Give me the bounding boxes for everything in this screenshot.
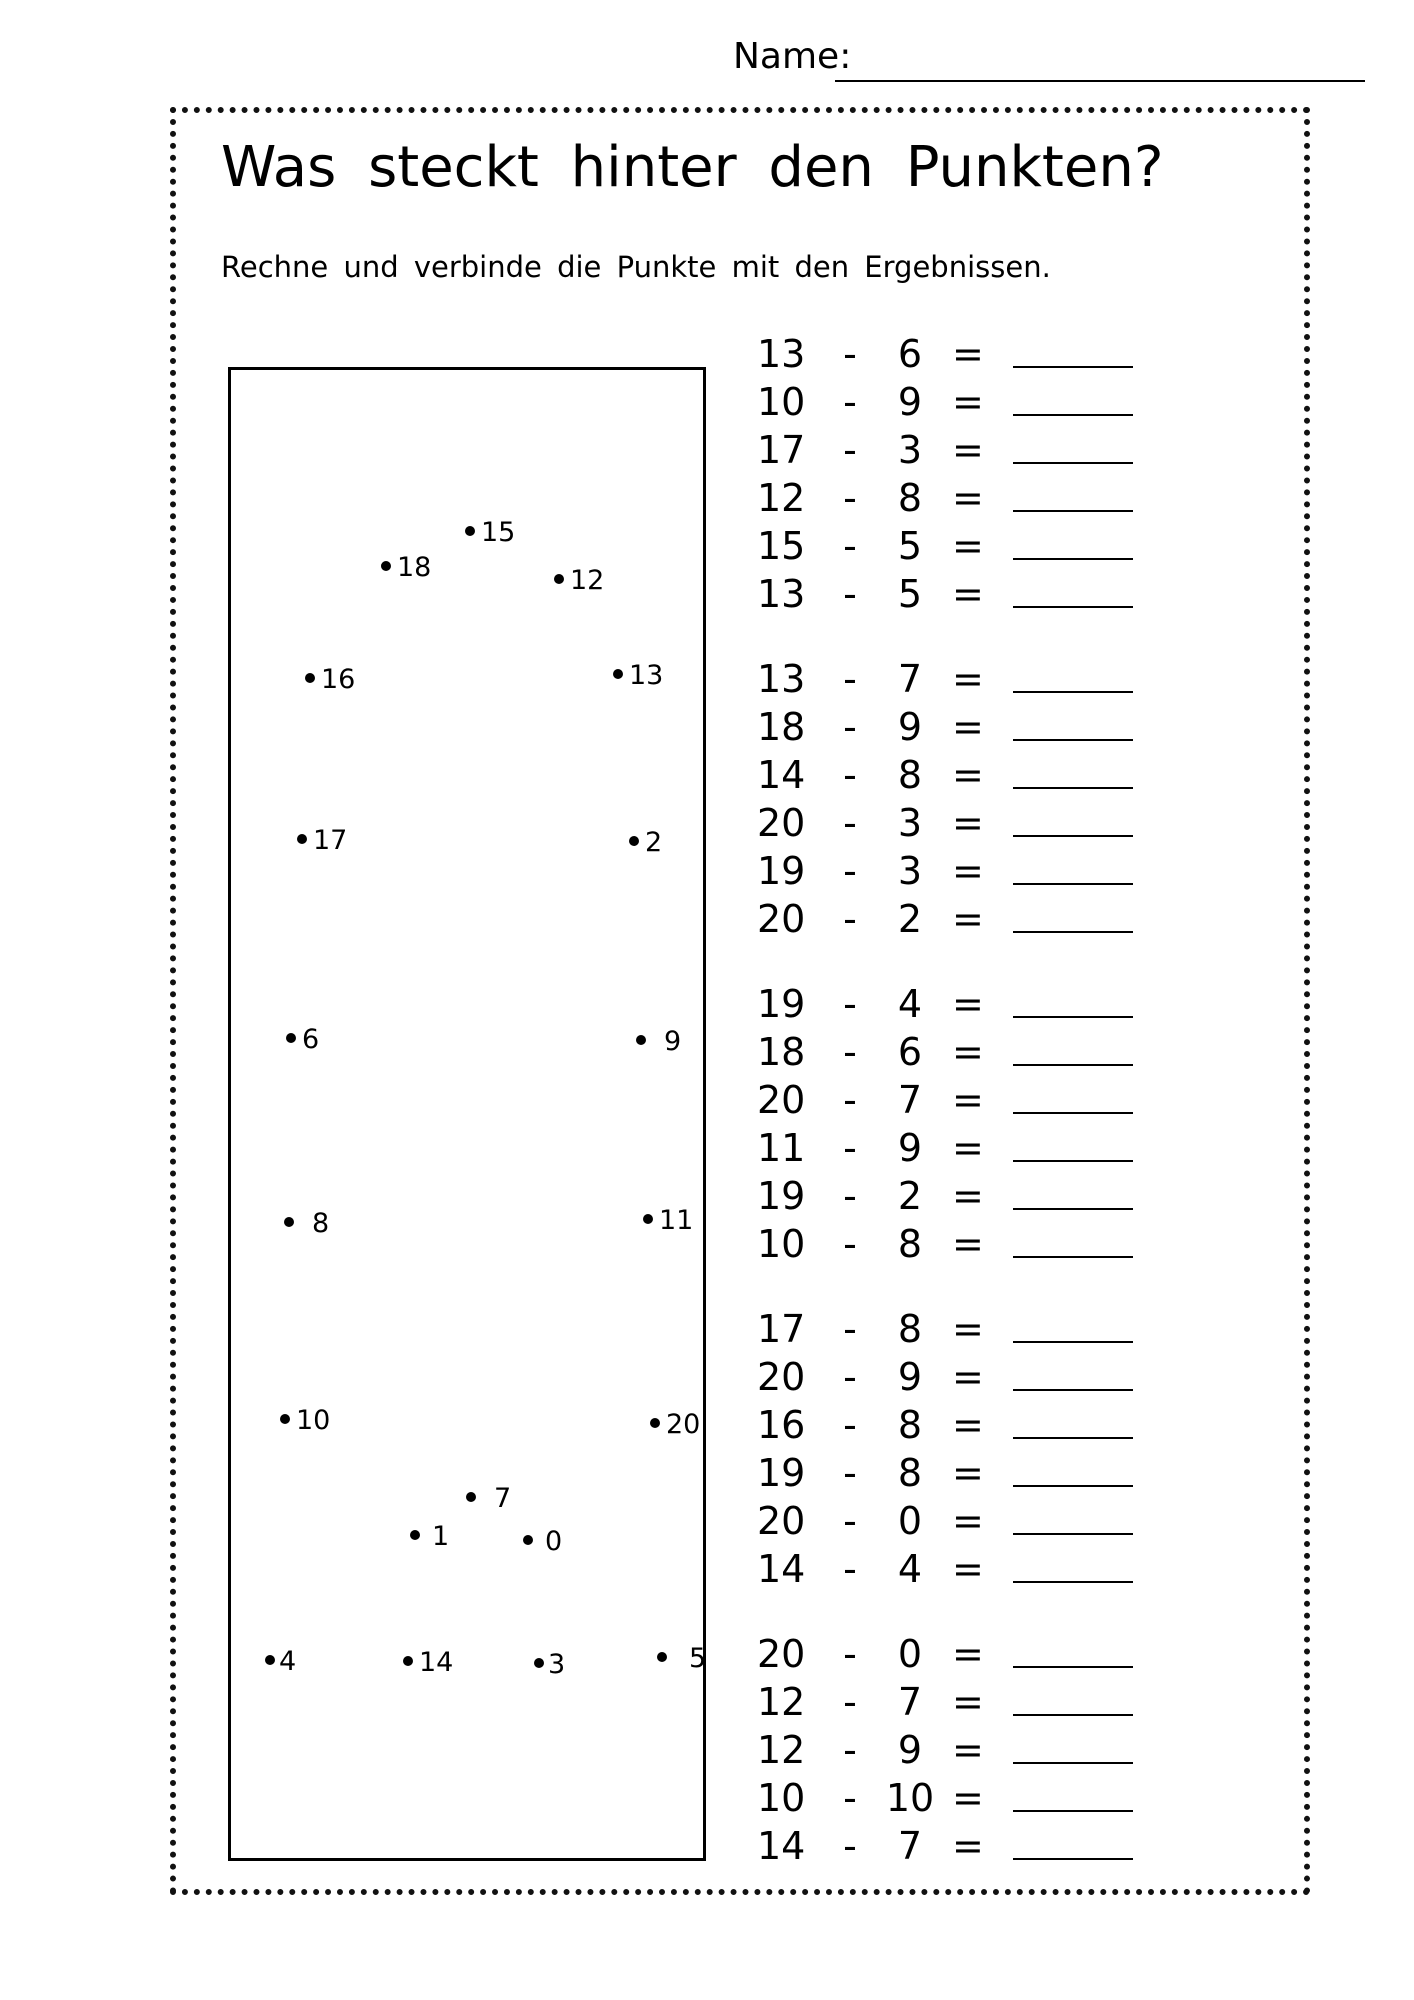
minus-sign: -	[843, 705, 857, 749]
dot[interactable]	[381, 561, 391, 571]
operand-b: 4	[897, 1547, 923, 1591]
operand-a: 10	[757, 380, 806, 424]
answer-blank[interactable]	[1013, 1389, 1133, 1391]
dot[interactable]	[534, 1658, 544, 1668]
operand-b: 5	[897, 524, 923, 568]
dot[interactable]	[554, 574, 564, 584]
operand-a: 11	[757, 1126, 806, 1170]
dot[interactable]	[297, 834, 307, 844]
operand-b: 8	[897, 1307, 923, 1351]
operand-b: 9	[897, 1728, 923, 1772]
operand-b: 9	[897, 380, 923, 424]
dot-label: 12	[570, 565, 605, 596]
equals-sign: =	[952, 1680, 984, 1724]
operand-a: 12	[757, 476, 806, 520]
equals-sign: =	[952, 332, 984, 376]
name-label: Name:	[733, 36, 852, 77]
answer-blank[interactable]	[1013, 606, 1133, 608]
operand-a: 18	[757, 1030, 806, 1074]
answer-blank[interactable]	[1013, 1858, 1133, 1860]
operand-b: 7	[897, 657, 923, 701]
minus-sign: -	[843, 849, 857, 893]
minus-sign: -	[843, 1451, 857, 1495]
dot-label: 4	[279, 1646, 297, 1677]
operand-a: 15	[757, 524, 806, 568]
minus-sign: -	[843, 657, 857, 701]
answer-blank[interactable]	[1013, 1160, 1133, 1162]
dot-to-dot-area	[228, 367, 706, 1861]
dot-label: 3	[548, 1649, 566, 1680]
operand-a: 20	[757, 1355, 806, 1399]
worksheet-instruction: Rechne und verbinde die Punkte mit den Ergebnissen.	[221, 250, 1051, 284]
equals-sign: =	[952, 982, 984, 1026]
minus-sign: -	[843, 1174, 857, 1218]
minus-sign: -	[843, 897, 857, 941]
operand-b: 9	[897, 1126, 923, 1170]
dot[interactable]	[613, 669, 623, 679]
operand-b: 6	[897, 332, 923, 376]
answer-blank[interactable]	[1013, 366, 1133, 368]
answer-blank[interactable]	[1013, 1064, 1133, 1066]
answer-blank[interactable]	[1013, 1208, 1133, 1210]
operand-a: 16	[757, 1403, 806, 1447]
dot-label: 2	[645, 827, 663, 858]
minus-sign: -	[843, 1632, 857, 1676]
dot[interactable]	[629, 836, 639, 846]
dot[interactable]	[465, 526, 475, 536]
operand-a: 12	[757, 1680, 806, 1724]
minus-sign: -	[843, 1126, 857, 1170]
equals-sign: =	[952, 897, 984, 941]
operand-b: 0	[897, 1499, 923, 1543]
equals-sign: =	[952, 1824, 984, 1868]
operand-a: 12	[757, 1728, 806, 1772]
dot-label: 11	[659, 1205, 694, 1236]
equals-sign: =	[952, 476, 984, 520]
name-field[interactable]	[835, 80, 1365, 82]
dot-label: 20	[666, 1409, 701, 1440]
equals-sign: =	[952, 1403, 984, 1447]
dot[interactable]	[523, 1535, 533, 1545]
answer-blank[interactable]	[1013, 691, 1133, 693]
equals-sign: =	[952, 1632, 984, 1676]
operand-b: 7	[897, 1824, 923, 1868]
dot[interactable]	[410, 1530, 420, 1540]
answer-blank[interactable]	[1013, 1666, 1133, 1668]
operand-a: 19	[757, 1451, 806, 1495]
minus-sign: -	[843, 753, 857, 797]
equals-sign: =	[952, 1307, 984, 1351]
operand-b: 3	[897, 849, 923, 893]
operand-a: 20	[757, 801, 806, 845]
operand-a: 14	[757, 1824, 806, 1868]
operand-a: 10	[757, 1776, 806, 1820]
dot[interactable]	[466, 1492, 476, 1502]
dot[interactable]	[636, 1035, 646, 1045]
dot-label: 17	[313, 825, 348, 856]
dot[interactable]	[286, 1033, 296, 1043]
minus-sign: -	[843, 801, 857, 845]
answer-blank[interactable]	[1013, 1341, 1133, 1343]
dot-label: 5	[689, 1643, 707, 1674]
equals-sign: =	[952, 1126, 984, 1170]
minus-sign: -	[843, 380, 857, 424]
operand-a: 17	[757, 428, 806, 472]
operand-a: 20	[757, 897, 806, 941]
dot[interactable]	[403, 1656, 413, 1666]
dot[interactable]	[657, 1652, 667, 1662]
equals-sign: =	[952, 705, 984, 749]
operand-a: 14	[757, 1547, 806, 1591]
answer-blank[interactable]	[1013, 1485, 1133, 1487]
equals-sign: =	[952, 801, 984, 845]
minus-sign: -	[843, 1355, 857, 1399]
answer-blank[interactable]	[1013, 510, 1133, 512]
answer-blank[interactable]	[1013, 1762, 1133, 1764]
operand-b: 9	[897, 705, 923, 749]
equals-sign: =	[952, 428, 984, 472]
operand-b: 8	[897, 753, 923, 797]
equals-sign: =	[952, 657, 984, 701]
operand-b: 3	[897, 801, 923, 845]
minus-sign: -	[843, 1403, 857, 1447]
operand-a: 20	[757, 1078, 806, 1122]
answer-blank[interactable]	[1013, 1714, 1133, 1716]
operand-a: 20	[757, 1499, 806, 1543]
dot-label: 18	[397, 552, 432, 583]
operand-a: 19	[757, 982, 806, 1026]
operand-b: 8	[897, 476, 923, 520]
dot-label: 7	[494, 1483, 512, 1514]
dot[interactable]	[280, 1414, 290, 1424]
dot[interactable]	[284, 1217, 294, 1227]
operand-b: 0	[897, 1632, 923, 1676]
dot-label: 9	[664, 1026, 682, 1057]
operand-b: 5	[897, 572, 923, 616]
minus-sign: -	[843, 332, 857, 376]
equals-sign: =	[952, 1222, 984, 1266]
minus-sign: -	[843, 1680, 857, 1724]
dot[interactable]	[650, 1418, 660, 1428]
minus-sign: -	[843, 1547, 857, 1591]
operand-b: 4	[897, 982, 923, 1026]
answer-blank[interactable]	[1013, 1016, 1133, 1018]
answer-blank[interactable]	[1013, 1256, 1133, 1258]
answer-blank[interactable]	[1013, 1810, 1133, 1812]
operand-a: 19	[757, 1174, 806, 1218]
equals-sign: =	[952, 1776, 984, 1820]
answer-blank[interactable]	[1013, 1112, 1133, 1114]
operand-b: 9	[897, 1355, 923, 1399]
minus-sign: -	[843, 524, 857, 568]
minus-sign: -	[843, 428, 857, 472]
operand-b: 10	[885, 1776, 935, 1820]
operand-a: 14	[757, 753, 806, 797]
equals-sign: =	[952, 1728, 984, 1772]
answer-blank[interactable]	[1013, 739, 1133, 741]
operand-b: 8	[897, 1222, 923, 1266]
answer-blank[interactable]	[1013, 462, 1133, 464]
operand-a: 10	[757, 1222, 806, 1266]
dot-label: 1	[432, 1521, 450, 1552]
answer-blank[interactable]	[1013, 414, 1133, 416]
worksheet-title: Was steckt hinter den Punkten?	[221, 135, 1164, 200]
equals-sign: =	[952, 849, 984, 893]
operand-a: 13	[757, 657, 806, 701]
equals-sign: =	[952, 1078, 984, 1122]
answer-blank[interactable]	[1013, 787, 1133, 789]
dot-label: 15	[481, 517, 516, 548]
minus-sign: -	[843, 476, 857, 520]
minus-sign: -	[843, 1824, 857, 1868]
equals-sign: =	[952, 1355, 984, 1399]
answer-blank[interactable]	[1013, 883, 1133, 885]
operand-a: 18	[757, 705, 806, 749]
equals-sign: =	[952, 1030, 984, 1074]
operand-b: 7	[897, 1680, 923, 1724]
operand-b: 3	[897, 428, 923, 472]
dot[interactable]	[265, 1655, 275, 1665]
minus-sign: -	[843, 572, 857, 616]
minus-sign: -	[843, 1078, 857, 1122]
dot-label: 16	[321, 664, 356, 695]
equals-sign: =	[952, 380, 984, 424]
minus-sign: -	[843, 1030, 857, 1074]
dot-label: 10	[296, 1405, 331, 1436]
equals-sign: =	[952, 1499, 984, 1543]
operand-a: 20	[757, 1632, 806, 1676]
dot-label: 13	[629, 660, 664, 691]
equals-sign: =	[952, 753, 984, 797]
operand-a: 13	[757, 332, 806, 376]
operand-b: 2	[897, 1174, 923, 1218]
minus-sign: -	[843, 1222, 857, 1266]
operand-b: 8	[897, 1451, 923, 1495]
operand-b: 2	[897, 897, 923, 941]
minus-sign: -	[843, 1776, 857, 1820]
minus-sign: -	[843, 1728, 857, 1772]
dot[interactable]	[305, 673, 315, 683]
answer-blank[interactable]	[1013, 1437, 1133, 1439]
minus-sign: -	[843, 982, 857, 1026]
answer-blank[interactable]	[1013, 931, 1133, 933]
answer-blank[interactable]	[1013, 558, 1133, 560]
minus-sign: -	[843, 1499, 857, 1543]
dot-label: 6	[302, 1024, 320, 1055]
operand-a: 17	[757, 1307, 806, 1351]
equals-sign: =	[952, 1547, 984, 1591]
minus-sign: -	[843, 1307, 857, 1351]
operand-b: 6	[897, 1030, 923, 1074]
dot-label: 14	[419, 1647, 454, 1678]
equals-sign: =	[952, 1174, 984, 1218]
equals-sign: =	[952, 1451, 984, 1495]
equals-sign: =	[952, 524, 984, 568]
operand-a: 19	[757, 849, 806, 893]
dot-label: 8	[312, 1208, 330, 1239]
operand-a: 13	[757, 572, 806, 616]
dot-label: 0	[545, 1526, 563, 1557]
operand-b: 7	[897, 1078, 923, 1122]
answer-blank[interactable]	[1013, 1533, 1133, 1535]
equals-sign: =	[952, 572, 984, 616]
answer-blank[interactable]	[1013, 835, 1133, 837]
dot[interactable]	[643, 1214, 653, 1224]
answer-blank[interactable]	[1013, 1581, 1133, 1583]
operand-b: 8	[897, 1403, 923, 1447]
